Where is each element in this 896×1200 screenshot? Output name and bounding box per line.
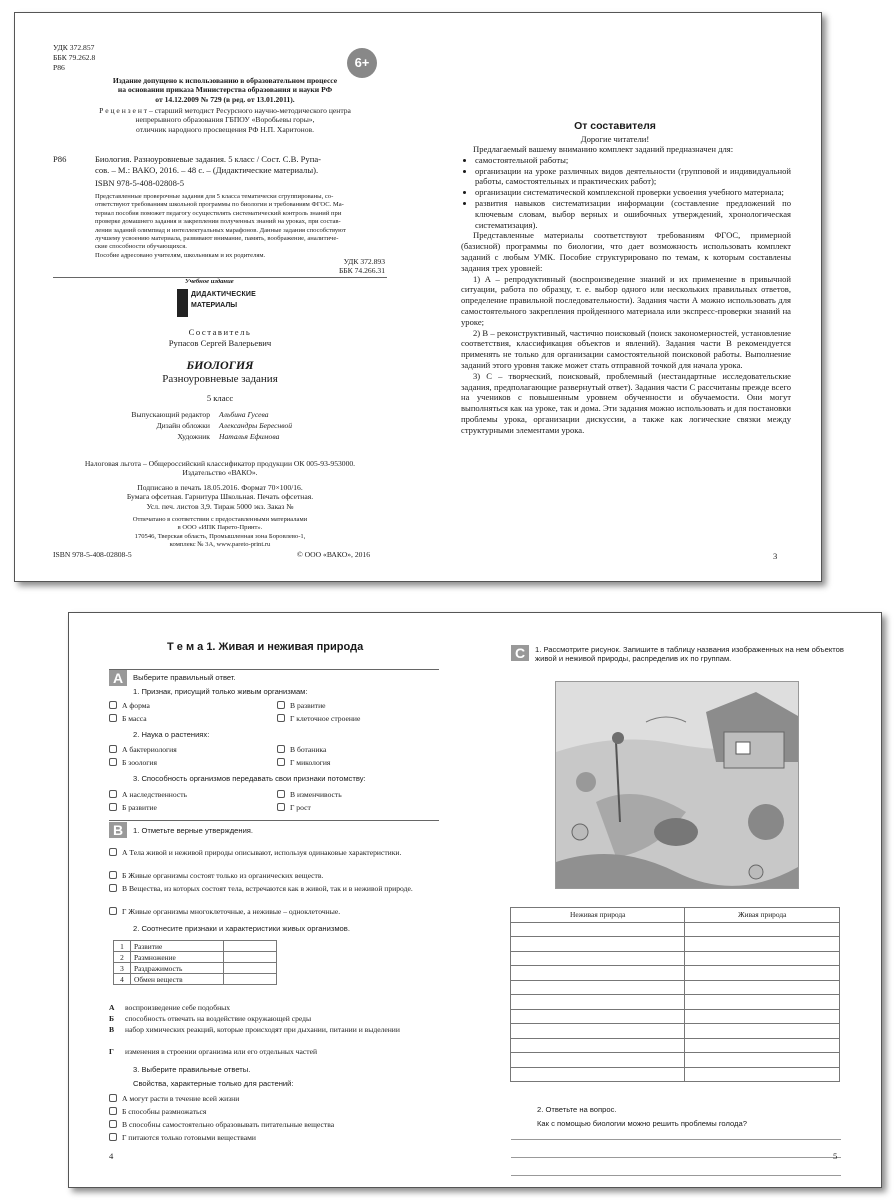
statement[interactable]: Б Живые организмы состоят только из органических веществ. xyxy=(109,871,439,880)
b1-instruction: 1. Отметьте верные утверждения. xyxy=(133,826,254,835)
table-row: 4 Обмен веществ xyxy=(114,974,277,985)
udk-bbk-block: УДК 372.893 ББК 74.266.31 xyxy=(338,257,385,276)
checkbox[interactable] xyxy=(109,790,117,798)
option[interactable]: А могут расти в течение всей жизни xyxy=(109,1094,239,1103)
bottom-page-spread xyxy=(68,612,882,1188)
answer-cell[interactable] xyxy=(685,980,840,995)
page-number-4: 4 xyxy=(109,1151,114,1161)
level-b-badge: В xyxy=(109,822,127,838)
page-number-3: 3 xyxy=(773,551,778,561)
checkbox[interactable] xyxy=(109,907,117,915)
table-row xyxy=(511,1038,840,1053)
level-a-instruction: Выберите правильный ответ. xyxy=(133,673,236,682)
answer-cell[interactable] xyxy=(511,937,685,952)
answer-cell[interactable] xyxy=(224,963,277,974)
checkbox[interactable] xyxy=(109,1133,117,1141)
option[interactable]: Г питаются только готовыми веществами xyxy=(109,1133,256,1142)
printer-info: Отпечатано в соответствии с предоставленными материалами в ООО «ИПК Парето-Принт». 170546, Тверская область, Промышленная зона Боровлево-1, комплекс № 3А, www.pareto-print.ru xyxy=(132,516,308,549)
statement[interactable]: В Вещества, из которых состоят тела, встречаются как в живой, так и в неживой природе. xyxy=(109,884,439,893)
biblio-code: Р86 xyxy=(53,154,67,164)
checkbox[interactable] xyxy=(109,1107,117,1115)
answer-cell[interactable] xyxy=(511,995,685,1010)
c2-instruction: 2. Ответьте на вопрос. xyxy=(537,1105,617,1114)
c2-question: Как с помощью биологии можно решить проблемы голода? xyxy=(537,1119,747,1128)
checkbox[interactable] xyxy=(277,803,285,811)
compiler-name: Рупасов Сергей Валерьевич xyxy=(168,338,272,348)
answer-cell[interactable] xyxy=(511,966,685,981)
age-rating-badge: 6+ xyxy=(347,48,377,78)
author-code: Р86 xyxy=(53,63,65,72)
option[interactable]: Г клеточное строение xyxy=(277,714,360,723)
checkbox[interactable] xyxy=(109,884,117,892)
table-row xyxy=(511,937,840,952)
answer-line[interactable] xyxy=(511,1175,841,1176)
answer-cell[interactable] xyxy=(685,995,840,1010)
b3-instruction: 3. Выберите правильные ответы. xyxy=(133,1065,251,1074)
table-row xyxy=(511,995,840,1010)
book-subtitle: Разноуровневые задания xyxy=(162,373,278,385)
udk-code: УДК 372.857 xyxy=(53,43,95,52)
book-grade: 5 класс xyxy=(206,393,234,403)
table-row xyxy=(511,908,840,923)
reviewer-note: Р е ц е н з е н т – старший методист Ресурсного научно-методического центра непрерывного образования ГБПОУ «Воробьевы горы», отличник народного просвещения РФ Н.П. Харитонов. xyxy=(99,106,351,134)
table-row xyxy=(511,1067,840,1082)
answer-cell[interactable] xyxy=(511,922,685,937)
level-c-badge: С xyxy=(511,645,529,661)
checkbox[interactable] xyxy=(109,871,117,879)
answer-cell[interactable] xyxy=(685,1067,840,1082)
table-row: 3 Раздражимость xyxy=(114,963,277,974)
checkbox[interactable] xyxy=(277,701,285,709)
column-header: Неживая природа xyxy=(511,908,685,923)
checkbox[interactable] xyxy=(109,701,117,709)
level-a-badge: А xyxy=(109,670,127,686)
option[interactable]: Б способны размножаться xyxy=(109,1107,206,1116)
characteristics-list: А воспроизведение себе подобных Б способность отвечать на воздействие окружающей среды В набор химических реакций, которые происходят при дыхании, питании и выделении Г изменения в строении организма или его отдельных частей xyxy=(109,1003,400,1056)
answer-cell[interactable] xyxy=(685,1009,840,1024)
checkbox[interactable] xyxy=(109,714,117,722)
edition-type: Учебное издание xyxy=(185,278,234,285)
option[interactable]: В развитие xyxy=(277,701,326,710)
approval-note: Издание допущено к использованию в образовательном процессе на основании приказа Министерства образования и науки РФ от 14.12.2009 № 729 (в ред. от 13.01.2011). xyxy=(112,76,338,104)
checkbox[interactable] xyxy=(109,758,117,766)
answer-cell[interactable] xyxy=(511,1067,685,1082)
logo-mark-icon xyxy=(177,289,188,317)
option[interactable]: Б развитие xyxy=(109,803,157,812)
option[interactable]: В способны самостоятельно образовывать питательные вещества xyxy=(109,1120,334,1129)
checkbox[interactable] xyxy=(109,848,117,856)
table-row xyxy=(511,980,840,995)
answer-cell[interactable] xyxy=(685,1038,840,1053)
annotation: Представленные проверочные задания для 5 класса тематически сгруппированы, со- ответствуют требованиям школьной программы по биологии и требованиям ФГОС. Ма- териал пособия поможет педагогу осуществлять систематический контроль знаний при проверке домашнего задания и закреплении полученных знаний на уроках, при состав- лении заданий олимпиад и интеллектуальных марафонов. Данные задания способствуют лучшему усвоению материала, развивают внимание, память, воображение, аналитиче- ские способности обучающихся. Пособие адресовано учителям, школьникам и их родителям. xyxy=(95,193,346,259)
foreword-heading: От составителя xyxy=(574,120,656,132)
option[interactable]: Б зоология xyxy=(109,758,157,767)
table-row xyxy=(511,966,840,981)
foreword-bullet: • организации на уроке различных видов деятельности (групповой и индивидуальной работы, самостоятельных и практических работ); xyxy=(475,166,791,188)
answer-line[interactable] xyxy=(511,1139,841,1140)
answer-cell[interactable] xyxy=(685,966,840,981)
garden-illustration xyxy=(555,681,799,889)
classification-table xyxy=(510,907,840,1082)
garden-scene-icon xyxy=(556,682,798,888)
checkbox[interactable] xyxy=(277,758,285,766)
answer-line[interactable] xyxy=(511,1157,841,1158)
isbn: ISBN 978-5-408-02808-5 xyxy=(95,178,185,188)
footer-isbn: ISBN 978-5-408-02808-5 xyxy=(53,550,132,559)
column-header: Живая природа xyxy=(685,908,840,923)
logo-line-1: ДИДАКТИЧЕСКИЕ xyxy=(191,291,257,298)
foreword-bullet: • организации систематической комплексной проверки усвоения учебного материала; xyxy=(475,187,791,198)
checkbox[interactable] xyxy=(109,745,117,753)
checkbox[interactable] xyxy=(109,803,117,811)
b2-instruction: 2. Соотнесите признаки и характеристики живых организмов. xyxy=(133,924,350,933)
option[interactable]: А форма xyxy=(109,701,150,710)
foreword-bullet: • самостоятельной работы; xyxy=(475,155,791,166)
question-3: 3. Способность организмов передавать свои признаки потомству: xyxy=(133,774,366,783)
option[interactable]: А бактериология xyxy=(109,745,177,754)
answer-cell[interactable] xyxy=(224,974,277,985)
option[interactable]: Б масса xyxy=(109,714,147,723)
answer-cell[interactable] xyxy=(511,1053,685,1068)
c1-instruction: 1. Рассмотрите рисунок. Запишите в таблицу названия изображенных на нем объектов живой и неживой природы, распределив их по группам. xyxy=(535,645,844,664)
answer-cell[interactable] xyxy=(511,1009,685,1024)
question-1: 1. Признак, присущий только живым организмам: xyxy=(133,687,308,696)
answer-cell[interactable] xyxy=(685,922,840,937)
divider xyxy=(109,669,439,670)
logo-line-2: МАТЕРИАЛЫ xyxy=(191,302,238,309)
answer-cell[interactable] xyxy=(685,937,840,952)
table-row: 2 Размножение xyxy=(114,952,277,963)
answer-cell[interactable] xyxy=(224,952,277,963)
foreword-bullet: • развития навыков систематизации информации (составление предложений по ключевым словам, выбор верных и ошибочных утверждений, хронологическая систематизация). xyxy=(475,198,791,230)
option[interactable]: Г микология xyxy=(277,758,330,767)
answer-cell[interactable] xyxy=(511,1024,685,1039)
option[interactable]: В ботаника xyxy=(277,745,326,754)
compiler-label: Составитель xyxy=(188,327,252,337)
bbk-code: ББК 79.262.8 xyxy=(53,53,96,62)
top-page-spread xyxy=(14,12,822,582)
answer-cell[interactable] xyxy=(224,941,277,952)
table-row xyxy=(511,1024,840,1039)
question-2: 2. Наука о растениях: xyxy=(133,730,210,739)
answer-cell[interactable] xyxy=(511,951,685,966)
answer-cell[interactable] xyxy=(685,1053,840,1068)
option[interactable]: В изменчивость xyxy=(277,790,342,799)
page-number-5: 5 xyxy=(833,1151,838,1161)
credits: Выпускающий редактор Альбина Гусева Дизайн обложки Александры Береснвой Художник Наталья Ефимова xyxy=(131,410,293,441)
answer-cell[interactable] xyxy=(511,980,685,995)
statement[interactable]: А Тела живой и неживой природы описывают, используя одинаковые характеристики. xyxy=(109,848,439,857)
divider xyxy=(109,820,439,821)
checkbox[interactable] xyxy=(277,745,285,753)
topic-title: Т е м а 1. Живая и неживая природа xyxy=(167,641,364,653)
table-row xyxy=(511,1009,840,1024)
print-info: Подписано в печать 18.05.2016. Формат 70×100/16. Бумага офсетная. Гарнитура Школьная. Печать офсетная. Усл. печ. листов 3,9. Тираж 5000 экз. Заказ № xyxy=(126,483,314,511)
checkbox[interactable] xyxy=(109,1120,117,1128)
checkbox[interactable] xyxy=(109,1094,117,1102)
table-row xyxy=(511,1053,840,1068)
checkbox[interactable] xyxy=(277,790,285,798)
option[interactable]: Г рост xyxy=(277,803,311,812)
table-row: 1 Развитие xyxy=(114,941,277,952)
copyright: © ООО «ВАКО», 2016 xyxy=(297,550,371,559)
answer-cell[interactable] xyxy=(511,1038,685,1053)
b3-subheading: Свойства, характерные только для растений: xyxy=(133,1079,294,1088)
book-title: БИОЛОГИЯ xyxy=(186,358,254,372)
tax-note: Налоговая льгота – Общероссийский классификатор продукции ОК 005-93-953000. Издательство «ВАКО». xyxy=(84,459,356,478)
foreword-body: Предлагаемый вашему вниманию комплект заданий предназначен для: • самостоятельной работы; • организации на уроке различных видов деятельности (групповой и индивидуальной работы, самостоятельных и практических работ); • организации систематической комплексной проверки усвоения учебного материала; • развития навыков систематизации информации (составление предложений по ключевым словам, выбор верных и ошибочных утверждений, хронологическая систематизация). Представленные материалы соответствуют требованиям ФГОС, примерной (базисной) программы по биологии, что дает возможность использовать комплект заданий с любым УМК. Пособие структурировано по темам, к которым составлены задания трех уровней: 1) А – репродуктивный (воспроизведение знаний и их применение в привычной ситуации, работа по образцу, т. е. выбор одного или нескольких правильных ответов, определение правильной последовательности). Задания части А можно использовать для самостоятельного закрепления пройденного материала или экспресс-проверки знаний на уроке; 2) В – реконструктивный, частично поисковый (поиск закономерностей, установление соответствия, классификация объектов и явлений). Задания части В рекомендуется применять не только для организации самостоятельной поисковой работы. Выполнение заданий этого уровня также может стать отправной точкой для начала урока. 3) С – творческий, поисковый, проблемный (нестандартные исследовательские задания, предполагающие развернутый ответ). Задания части С рассчитаны прежде всего на учеников с повышенным уровнем обученности и обучаемости. Они могут выполняться как на уроке, так и дома. Эти задания можно использовать и для постановки проблемы урока, организации дискуссии, а также как логические связки между структурными элементами урока. xyxy=(461,144,791,436)
checkbox[interactable] xyxy=(277,714,285,722)
foreword-greeting: Дорогие читатели! xyxy=(580,134,650,144)
answer-cell[interactable] xyxy=(685,951,840,966)
statement[interactable]: Г Живые организмы многоклеточные, а неживые – одноклеточные. xyxy=(109,907,439,916)
answer-cell[interactable] xyxy=(685,1024,840,1039)
option[interactable]: А наследственность xyxy=(109,790,187,799)
matching-table xyxy=(113,940,277,985)
table-row xyxy=(511,951,840,966)
series-logo xyxy=(177,289,257,317)
table-row xyxy=(511,922,840,937)
biblio-description: Биология. Разноуровневые задания. 5 класс / Сост. С.В. Рупа- сов. – М.: ВАКО, 2016. – 48 с. – (Дидактические материалы). xyxy=(95,154,321,175)
